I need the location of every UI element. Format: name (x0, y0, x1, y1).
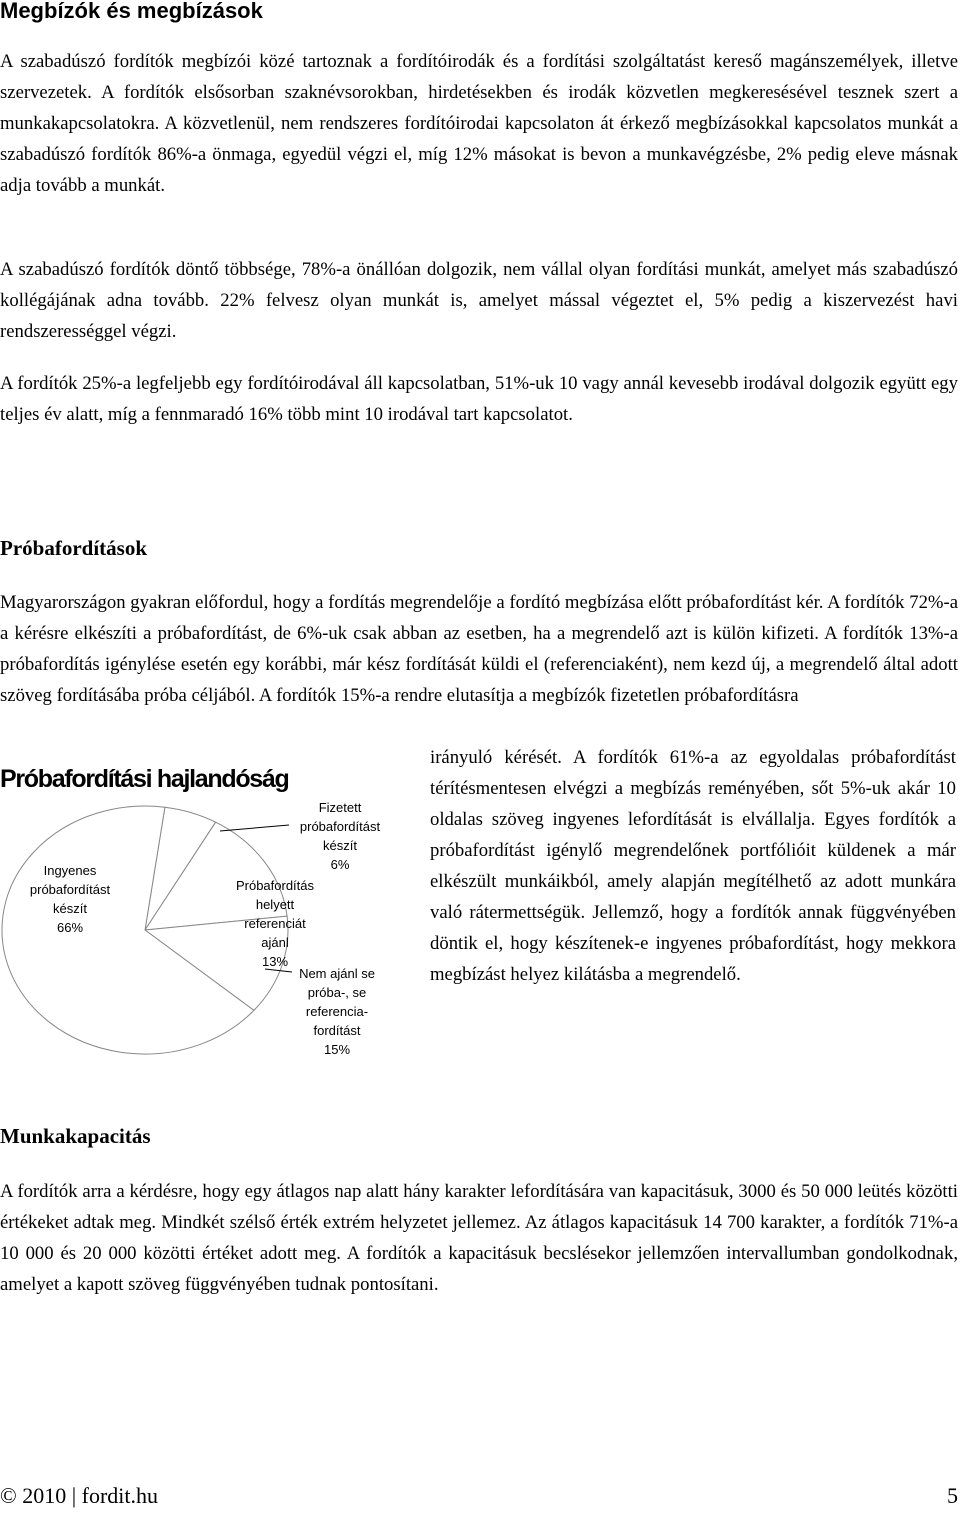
pie-chart-svg (0, 765, 420, 1075)
paragraph-megbizok-3: A fordítók 25%-a legfeljebb egy fordítóirodával áll kapcsolatban, 51%-uk 10 vagy annál kevesebb irodával dolgozik együtt egy teljes év alatt, míg a fennmaradó 16% több mint 10 irodával tart kapcsolatot. (0, 373, 958, 425)
footer-copyright: © 2010 | fordit.hu (0, 1483, 158, 1508)
paragraph-probaforditasok-1: Magyarországon gyakran előfordul, hogy a fordítás megrendelője a fordító megbízása előtt próbafordítást kér. A fordítók 72%-a a kérésre elkészíti a próbafordítást, de 6%-uk csak abban az esetben, ha a megrendelő azt is külön kifizeti. A fordítók 13%-a próbafordítás igénylése esetén egy korábbi, már kész fordítását küldi el (referenciaként), nem kezd új, a megrendelő által adott szöveg fordításába próba céljából. A fordítók 15%-a rendre elutasítja a megbízók fizetetlen próbafordításra (0, 592, 958, 706)
section-title-megbizok: Megbízók és megbízások (0, 0, 263, 23)
leader-line-paid (220, 825, 289, 831)
section-title-munkakapacitas: Munkakapacitás (0, 1124, 151, 1148)
paragraph-megbizok-1: A szabadúszó fordítók megbízói közé tartoznak a fordítóirodák és a fordítási szolgáltatást kereső magánszemélyek, illetve szervezetek. A fordítók elsősorban szaknévsorokban, hirdetésekben és irodák közvetlen megkeresésével tesznek szert a munkakapcsolatokra. A közvetlenül, nem rendszeres fordítóirodai kapcsolaton át érkező megbízásokkal kapcsolatos munkát a szabadúszó fordítók 86%-a önmaga, egyedül végzi el, míg 12% másokat is bevon a munkavégzésbe, 2% pedig eleve másnak adja tovább a munkát. (0, 51, 958, 196)
page-footer (0, 1483, 960, 1513)
pie-slice-free-label: Ingyenes próbafordítást készít 66% (29, 863, 111, 935)
paragraph-probaforditasok-2: irányuló kérését. A fordítók 61%-a az egyoldalas próbafordítást térítésmentesen elvégzi a megbízás reményében, sőt 5%-uk akár 10 oldalas szöveg ingyenes lefordítását is elvállalja. Egyes fordítók a próbafordítást igénylő megrendelőnek portfólióit küldenek a már elkészült munkáikból, amely alapján megítélhető az adott munkára való rátermettségük. Jellemző, hogy a fordítók annak függvényében döntik el, hogy készítenek-e ingyenes próbafordítást, hogy mekkora megbízást helyez kilátásba a megrendelő. (430, 747, 956, 985)
pie-chart (0, 765, 420, 1075)
pie-slice-paid-label: Fizetett próbafordítást készít 6% (299, 800, 381, 872)
page-number: 5 (947, 1483, 958, 1508)
paragraph-munkakapacitas-1: A fordítók arra a kérdésre, hogy egy átlagos nap alatt hány karakter lefordítására van kapacitásuk, 3000 és 50 000 leütés közötti értékeket adtak meg. Mindkét szélső érték extrém helyzetet jellemez. Az átlagos kapacitásuk 14 700 karakter, a fordítók 71%-a 10 000 és 20 000 közötti értéket adott meg. A fordítók a kapacitásuk becslésekor jellemzően intervallumban gondolkodnak, amelyet a kapott szöveg függvényében tudnak pontosítani. (0, 1181, 958, 1295)
pie-slice-refuse-label: Nem ajánl se próba-, se referencia-fordítást 15% (299, 966, 375, 1057)
section-title-probaforditasok: Próbafordítások (0, 536, 147, 560)
pie-slice-reference-label: Próbafordítás helyett referenciát ajánl 13% (235, 878, 315, 969)
paragraph-megbizok-2: A szabadúszó fordítók döntő többsége, 78%-a önállóan dolgozik, nem vállal olyan fordítási munkát, amelyet más szabadúszó kollégájának adna tovább. 22% felvesz olyan munkát is, amelyet mással végeztet el, 5% pedig a kiszervezést havi rendszerességgel végzi. (0, 259, 958, 342)
chart-title: Próbafordítási hajlandóság (0, 765, 289, 793)
